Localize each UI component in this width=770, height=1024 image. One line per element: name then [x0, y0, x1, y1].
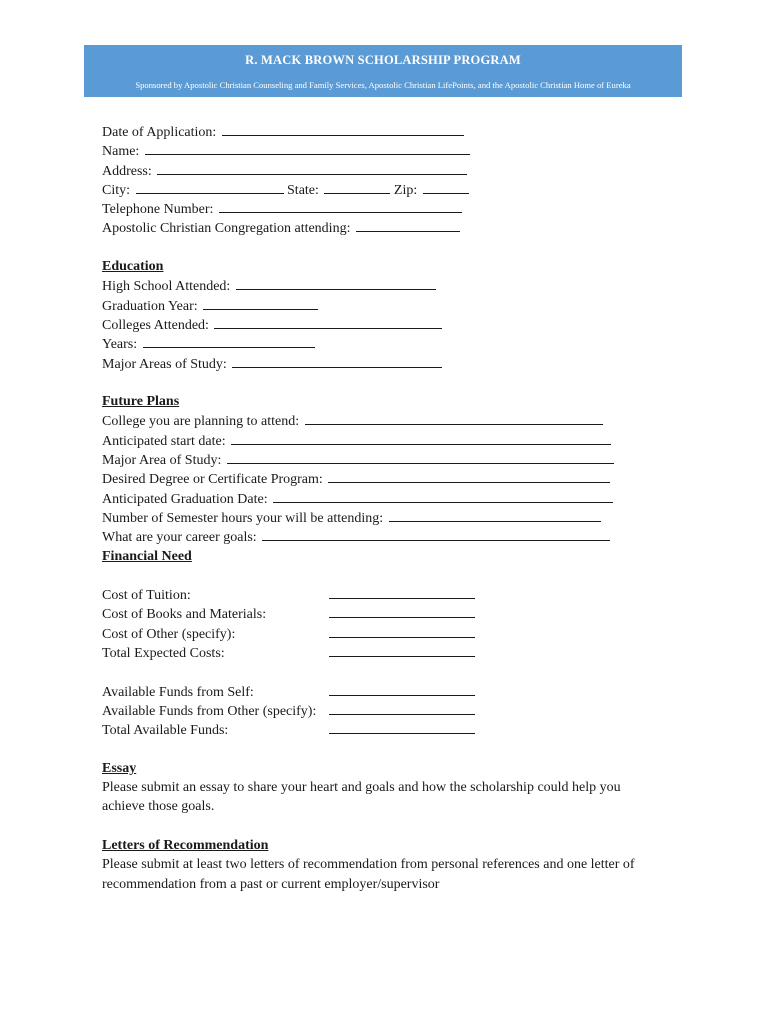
high-school-label: High School Attended:	[102, 279, 231, 295]
address-field[interactable]	[157, 161, 467, 175]
books-label: Cost of Books and Materials:	[102, 607, 267, 623]
total-costs-label: Total Expected Costs:	[102, 646, 225, 662]
major-areas-row	[102, 354, 662, 373]
phone-label: Telephone Number:	[102, 202, 214, 218]
date-row	[102, 122, 662, 141]
congregation-row	[102, 218, 662, 237]
major-areas-label: Major Areas of Study:	[102, 356, 227, 372]
self-funds-label: Available Funds from Self:	[102, 684, 254, 700]
header-banner	[84, 45, 682, 97]
college-plan-row	[102, 411, 662, 430]
state-field[interactable]	[324, 180, 390, 194]
books-row	[102, 604, 662, 623]
hours-row	[102, 508, 662, 527]
grad-date-label: Anticipated Graduation Date:	[102, 491, 268, 507]
degree-field[interactable]	[328, 469, 610, 483]
other-cost-row	[102, 624, 662, 643]
major-study-row	[102, 450, 662, 469]
name-field[interactable]	[145, 141, 470, 155]
total-funds-row	[102, 720, 662, 739]
address-row	[102, 161, 662, 180]
grad-year-label: Graduation Year:	[102, 298, 198, 314]
other-cost-label: Cost of Other (specify):	[102, 626, 236, 642]
major-study-field[interactable]	[227, 450, 614, 464]
letters-instructions: Please submit at least two letters of recommendation from personal references and one letter of recommendation from a past or current employer/supervisor	[102, 857, 635, 892]
years-label: Years:	[102, 337, 138, 353]
grad-year-row	[102, 296, 662, 315]
city-field[interactable]	[136, 180, 284, 194]
years-field[interactable]	[143, 334, 315, 348]
other-funds-row	[102, 701, 662, 720]
colleges-label: Colleges Attended:	[102, 317, 209, 333]
tuition-field[interactable]	[329, 585, 475, 599]
application-form	[102, 122, 662, 894]
total-funds-label: Total Available Funds:	[102, 723, 229, 739]
total-costs-row	[102, 643, 662, 662]
financial-need-heading: Financial Need	[102, 548, 192, 564]
grad-date-field[interactable]	[273, 489, 613, 503]
other-funds-field[interactable]	[329, 701, 475, 715]
zip-field[interactable]	[423, 180, 469, 194]
city-label: City:	[102, 182, 131, 198]
education-heading: Education	[102, 259, 164, 275]
college-plan-field[interactable]	[305, 411, 603, 425]
future-plans-heading: Future Plans	[102, 394, 180, 410]
start-date-row	[102, 431, 662, 450]
degree-row	[102, 469, 662, 488]
hours-field[interactable]	[389, 508, 601, 522]
career-field[interactable]	[262, 527, 610, 541]
tuition-label: Cost of Tuition:	[102, 588, 191, 604]
congregation-field[interactable]	[356, 218, 460, 232]
state-label: State:	[287, 182, 319, 198]
years-row	[102, 334, 662, 353]
address-label: Address:	[102, 163, 152, 179]
major-study-label: Major Area of Study:	[102, 453, 222, 469]
essay-instructions: Please submit an essay to share your heart and goals and how the scholarship could help you achieve those goals.	[102, 780, 621, 815]
essay-heading: Essay	[102, 760, 137, 776]
hours-label: Number of Semester hours your will be attending:	[102, 510, 384, 526]
colleges-field[interactable]	[214, 315, 442, 329]
program-title: R. MACK BROWN SCHOLARSHIP PROGRAM	[245, 53, 521, 67]
name-row	[102, 141, 662, 160]
career-label: What are your career goals:	[102, 530, 257, 546]
degree-label: Desired Degree or Certificate Program:	[102, 472, 323, 488]
career-row	[102, 527, 662, 546]
other-funds-label: Available Funds from Other (specify):	[102, 703, 317, 719]
start-date-label: Anticipated start date:	[102, 433, 226, 449]
tuition-row	[102, 585, 662, 604]
total-funds-field[interactable]	[329, 720, 475, 734]
sponsor-line: Sponsored by Apostolic Christian Counseling and Family Services, Apostolic Christian LifePoints, and the Apostolic Christian Home of Eureka	[135, 80, 631, 90]
other-cost-field[interactable]	[329, 624, 475, 638]
grad-year-field[interactable]	[203, 296, 318, 310]
total-costs-field[interactable]	[329, 643, 475, 657]
self-funds-field[interactable]	[329, 682, 475, 696]
college-plan-label: College you are planning to attend:	[102, 414, 300, 430]
self-funds-row	[102, 682, 662, 701]
major-areas-field[interactable]	[232, 354, 442, 368]
congregation-label: Apostolic Christian Congregation attending:	[102, 221, 351, 237]
high-school-row	[102, 276, 662, 295]
books-field[interactable]	[329, 604, 475, 618]
date-field[interactable]	[222, 122, 464, 136]
letters-heading: Letters of Recommendation	[102, 837, 269, 853]
high-school-field[interactable]	[236, 276, 436, 290]
date-label: Date of Application:	[102, 125, 217, 140]
city-state-zip-row	[102, 180, 662, 199]
colleges-row	[102, 315, 662, 334]
start-date-field[interactable]	[231, 431, 611, 445]
grad-date-row	[102, 489, 662, 508]
zip-label: Zip:	[393, 182, 418, 198]
name-label: Name:	[102, 144, 140, 160]
phone-field[interactable]	[219, 199, 462, 213]
phone-row	[102, 199, 662, 218]
